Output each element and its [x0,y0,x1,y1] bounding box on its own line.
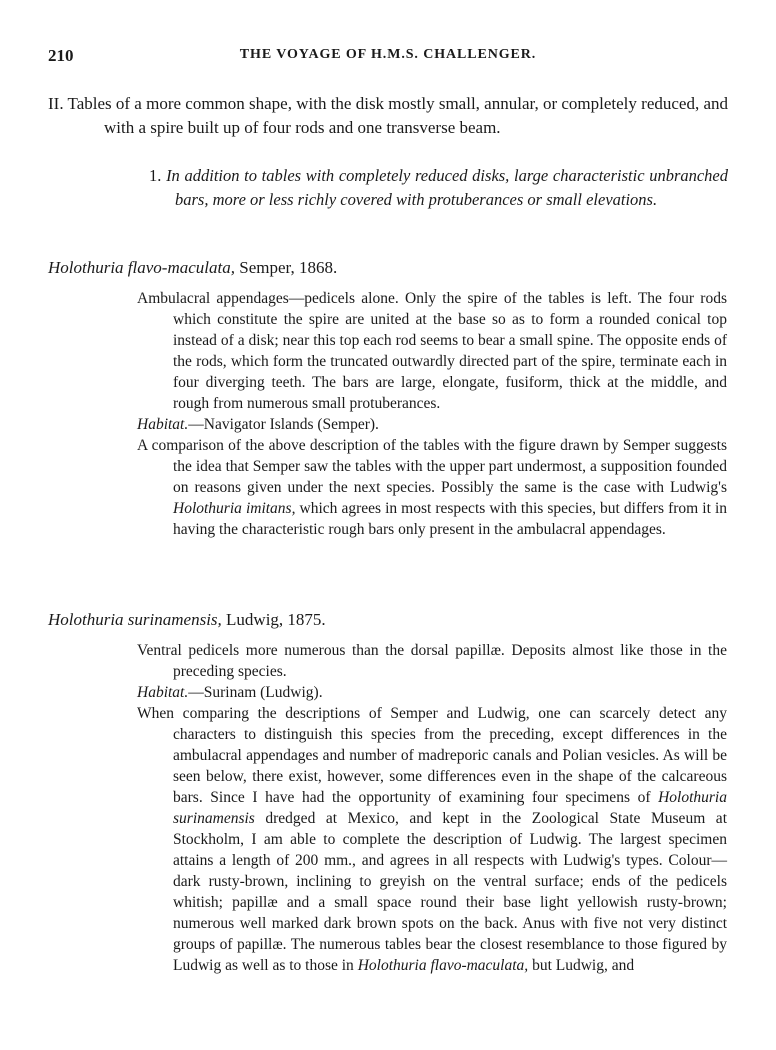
section-ii-text: II. Tables of a more common shape, with the disk mostly small, annular, or completely reduced, and with a spire built up of four rods and one transverse beam. [48,94,728,137]
species-2-comparison-italic-1: Holothuria surinamensis [173,789,727,827]
species-2-comparison-part-1: When comparing the descriptions of Semper and Ludwig, one can scarcely detect any characters to distinguish this species from the preceding, except differences in the ambulacral appendages and number of madreporic canals and Polian vesicles. As will be seen below, there exist, however, some differences even in the shape of the calcareous bars. Since I have had the opportunity of examining four specimens of [137,705,727,806]
running-title: THE VOYAGE OF H.M.S. CHALLENGER. [239,47,537,62]
section-ii-heading [48,92,728,140]
species-1-body [137,288,727,540]
subsection-1-text: In addition to tables with completely reduced disks, large characteristic unbranched bars, more or less richly covered with protuberances or small elevations. [166,166,729,209]
species-1-description: Ambulacral appendages—pedicels alone. Only the spire of the tables is left. The four rods which constitute the spire are united at the base so as to form a rounded conical top instead of a disk; near this top each rod seems to bear a small spine. The opposite ends of the rods, which form the truncated outwardly directed part of the spire, terminate each in four diverging teeth. The bars are large, elongate, fusiform, thick at the middle, and rough from numerous small protuberances. [137,290,727,412]
species-1-comparison [137,435,727,540]
species-2-habitat-text: —Surinam (Ludwig). [188,684,323,701]
species-1-comparison-part-1: A comparison of the above description of the tables with the figure drawn by Semper suggests the idea that Semper saw the tables with the upper part undermost, a supposition founded on reasons given under the next species. Possibly the same is the case with Ludwig's [137,437,727,496]
species-2-habitat [137,682,727,703]
subsection-1-paragraph [149,164,729,212]
species-2-comparison [137,703,727,976]
species-2-habitat-label: Habitat. [137,684,189,701]
species-1-heading [48,258,337,278]
species-1-author: Semper, 1868. [234,258,338,277]
species-1-name: Holothuria flavo-maculata, [48,258,235,277]
running-head [48,46,728,70]
subsection-1 [120,164,728,212]
species-2-comparison-part-2: dredged at Mexico, and kept in the Zoological State Museum at Stockholm, I am able to complete the description of Ludwig. The largest specimen attains a length of 200 mm., and agrees in all respects with Ludwig's types. Colour—dark rusty-brown, inclining to greyish on the ventral surface; ends of the pedicels whitish; papillæ and a small space round their base light yellowish rusty-brown; numerous well marked dark brown spots on the back. Anus with five not very distinct groups of papillæ. The numerous tables bear the closest resemblance to those figured by Ludwig as well as to those in [173,810,727,974]
species-1-habitat [137,414,727,435]
page-number: 210 [48,46,74,65]
subsection-1-number: 1. [149,166,162,185]
species-1-habitat-label: Habitat. [137,416,189,433]
species-1-habitat-text: —Navigator Islands (Semper). [188,416,379,433]
species-2-comparison-italic-2: Holothuria flavo-maculata, [357,957,529,974]
species-2-heading [48,610,326,630]
species-2-comparison-part-3: but Ludwig, and [528,957,635,974]
species-2-author: Ludwig, 1875. [221,610,326,629]
species-2-name: Holothuria surinamensis, [48,610,222,629]
species-1-comparison-part-2: which agrees in most respects with this species, but differs from it in having the characteristic rough bars only present in the ambulacral appendages. [173,500,727,538]
species-1-comparison-italic: Holothuria imitans, [173,500,296,517]
species-2-description: Ventral pedicels more numerous than the dorsal papillæ. Deposits almost like those in the preceding species. [137,642,727,680]
species-2-body [137,640,727,976]
